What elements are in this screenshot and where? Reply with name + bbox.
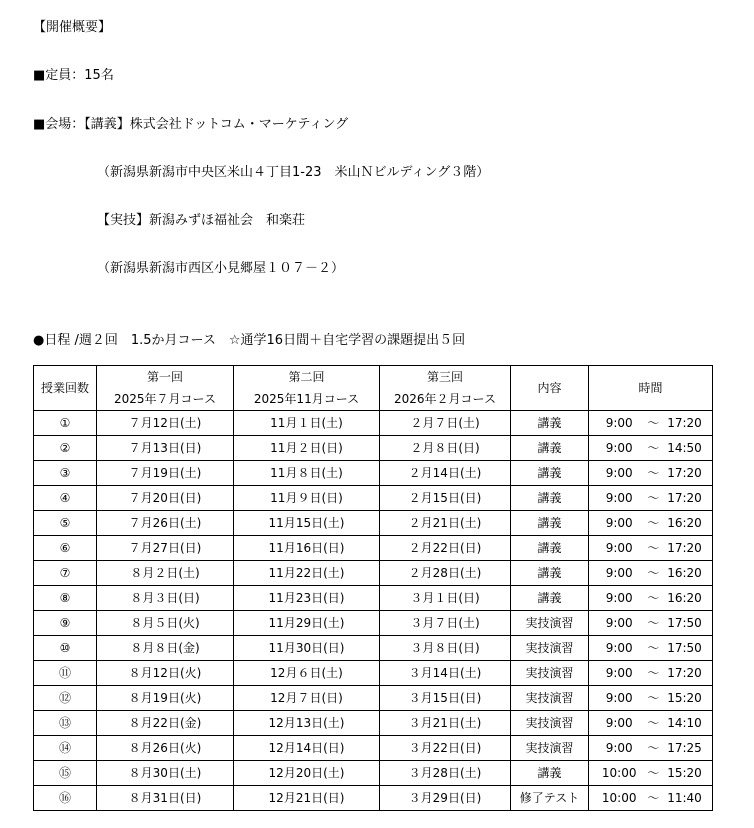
table-row [34,461,713,486]
cell-course-2-date: 11月１日(土) [234,411,380,436]
schedule-table [33,365,713,811]
time-start: 9:00 [605,566,633,580]
cell-session-number: ⑤ [34,511,97,536]
cell-session-number: ⑥ [34,536,97,561]
header-course-3-top: 第三回 [426,370,463,384]
time-end: 17:20 [667,416,702,430]
header-course-2-bottom: 2025年11月コース [253,392,360,406]
table-row [34,761,713,786]
time-separator: ～ [647,791,660,805]
cell-course-2-date: 11月30日(日) [234,636,380,661]
time-separator: ～ [647,716,660,730]
table-row [34,711,713,736]
cell-time [589,461,713,486]
time-start: 10:00 [601,766,637,780]
table-row [34,611,713,636]
capacity-line: ■定員：15名 [33,68,114,83]
cell-course-2-date: 11月15日(土) [234,511,380,536]
cell-session-number: ⑪ [34,661,97,686]
cell-content: 実技演習 [511,636,589,661]
time-start: 9:00 [605,741,633,755]
table-row [34,436,713,461]
cell-course-2-date: 12月13日(土) [234,711,380,736]
cell-course-3-date: ３月15日(日) [380,686,511,711]
cell-course-1-date: ８月３日(日) [97,586,234,611]
time-end: 11:40 [667,791,702,805]
time-separator: ～ [647,416,660,430]
cell-course-3-date: ２月15日(日) [380,486,511,511]
cell-course-3-date: ３月28日(土) [380,761,511,786]
cell-course-1-date: ８月22日(金) [97,711,234,736]
cell-time [589,736,713,761]
table-header-row [34,366,713,411]
cell-course-3-date: ２月22日(日) [380,536,511,561]
table-row [34,486,713,511]
header-course-2-top: 第二回 [288,370,325,384]
cell-course-2-date: 11月９日(日) [234,486,380,511]
cell-course-3-date: ３月７日(土) [380,611,511,636]
header-course-1 [97,366,234,411]
cell-session-number: ④ [34,486,97,511]
cell-time [589,636,713,661]
cell-course-3-date: ３月14日(土) [380,661,511,686]
cell-content: 講義 [511,536,589,561]
cell-content: 講義 [511,411,589,436]
cell-time [589,561,713,586]
cell-course-3-date: ３月22日(日) [380,736,511,761]
time-separator: ～ [647,566,660,580]
time-separator: ～ [647,641,660,655]
cell-course-1-date: ８月31日(日) [97,786,234,811]
cell-course-2-date: 11月16日(日) [234,536,380,561]
time-end: 17:20 [667,541,702,555]
cell-course-1-date: ７月27日(日) [97,536,234,561]
cell-content: 講義 [511,511,589,536]
header-content: 内容 [511,366,589,411]
time-start: 9:00 [605,516,633,530]
cell-time [589,511,713,536]
cell-course-1-date: ７月19日(土) [97,461,234,486]
time-start: 9:00 [605,441,633,455]
cell-course-2-date: 11月22日(土) [234,561,380,586]
table-row [34,411,713,436]
schedule-heading: ●日程 /週２回 1.5か月コース ☆通学16日間＋自宅学習の課題提出５回 [33,333,466,348]
cell-session-number: ② [34,436,97,461]
time-separator: ～ [647,491,660,505]
cell-content: 実技演習 [511,736,589,761]
cell-course-1-date: ８月19日(火) [97,686,234,711]
cell-session-number: ③ [34,461,97,486]
cell-course-1-date: ８月12日(火) [97,661,234,686]
table-row [34,586,713,611]
cell-content: 実技演習 [511,711,589,736]
cell-time [589,411,713,436]
header-time: 時間 [589,366,713,411]
cell-time [589,786,713,811]
cell-course-1-date: ７月12日(土) [97,411,234,436]
cell-session-number: ⑯ [34,786,97,811]
cell-time [589,586,713,611]
cell-course-3-date: ２月28日(土) [380,561,511,586]
cell-session-number: ⑮ [34,761,97,786]
header-session: 授業回数 [34,366,97,411]
cell-content: 講義 [511,486,589,511]
time-separator: ～ [647,766,660,780]
time-end: 17:20 [667,666,702,680]
cell-session-number: ⑧ [34,586,97,611]
cell-time [589,761,713,786]
table-row [34,661,713,686]
cell-course-1-date: ８月30日(土) [97,761,234,786]
cell-course-1-date: ８月２日(土) [97,561,234,586]
time-start: 9:00 [605,641,633,655]
cell-time [589,686,713,711]
cell-content: 実技演習 [511,686,589,711]
cell-course-2-date: 11月29日(土) [234,611,380,636]
time-end: 16:20 [667,566,702,580]
venue-address-lecture: （新潟県新潟市中央区米山４丁目1-23 米山Ｎビルディング３階） [97,165,490,180]
cell-course-3-date: ３月29日(日) [380,786,511,811]
cell-course-2-date: 12月20日(土) [234,761,380,786]
time-start: 9:00 [605,466,633,480]
time-start: 9:00 [605,541,633,555]
time-end: 17:25 [667,741,702,755]
cell-content: 講義 [511,461,589,486]
time-separator: ～ [647,516,660,530]
cell-session-number: ① [34,411,97,436]
table-row [34,636,713,661]
venue-line-lecture: ■会場：【講義】株式会社ドットコム・マーケティング [33,117,349,132]
table-row [34,786,713,811]
cell-time [589,436,713,461]
time-start: 9:00 [605,491,633,505]
time-start: 9:00 [605,716,633,730]
time-end: 14:10 [667,716,702,730]
overview-heading: 【開催概要】 [33,20,112,35]
cell-course-3-date: ３月21日(土) [380,711,511,736]
cell-course-2-date: 11月８日(土) [234,461,380,486]
cell-content: 実技演習 [511,661,589,686]
cell-course-1-date: ８月８日(金) [97,636,234,661]
cell-time [589,711,713,736]
cell-session-number: ⑫ [34,686,97,711]
cell-course-3-date: ２月７日(土) [380,411,511,436]
cell-time [589,536,713,561]
time-separator: ～ [647,466,660,480]
table-row [34,511,713,536]
time-start: 10:00 [601,791,637,805]
cell-time [589,486,713,511]
cell-course-1-date: ８月26日(火) [97,736,234,761]
cell-session-number: ⑬ [34,711,97,736]
header-course-1-top: 第一回 [146,370,183,384]
time-start: 9:00 [605,416,633,430]
cell-content: 講義 [511,436,589,461]
cell-course-3-date: ３月８日(日) [380,636,511,661]
table-row [34,536,713,561]
header-course-1-bottom: 2025年７月コース [114,392,216,406]
cell-course-2-date: 12月14日(日) [234,736,380,761]
cell-content: 修了テスト [511,786,589,811]
time-end: 14:50 [667,441,702,455]
header-course-3-bottom: 2026年２月コース [394,392,496,406]
time-separator: ～ [647,666,660,680]
time-separator: ～ [647,691,660,705]
time-start: 9:00 [605,691,633,705]
time-start: 9:00 [605,591,633,605]
cell-content: 講義 [511,586,589,611]
time-end: 17:50 [667,616,702,630]
cell-session-number: ⑦ [34,561,97,586]
cell-content: 講義 [511,561,589,586]
table-row [34,736,713,761]
cell-course-2-date: 11月23日(日) [234,586,380,611]
cell-course-2-date: 12月７日(日) [234,686,380,711]
cell-content: 講義 [511,761,589,786]
header-course-2 [234,366,380,411]
cell-course-1-date: ７月13日(日) [97,436,234,461]
cell-course-2-date: 12月６日(土) [234,661,380,686]
cell-course-2-date: 12月21日(日) [234,786,380,811]
cell-course-1-date: ７月26日(土) [97,511,234,536]
time-end: 16:20 [667,516,702,530]
cell-course-2-date: 11月２日(日) [234,436,380,461]
time-end: 15:20 [667,766,702,780]
time-separator: ～ [647,591,660,605]
cell-course-3-date: ２月14日(土) [380,461,511,486]
table-row [34,686,713,711]
table-row [34,561,713,586]
time-separator: ～ [647,441,660,455]
time-end: 15:20 [667,691,702,705]
cell-session-number: ⑩ [34,636,97,661]
cell-course-3-date: ２月21日(土) [380,511,511,536]
time-separator: ～ [647,616,660,630]
cell-course-3-date: ２月８日(日) [380,436,511,461]
time-end: 16:20 [667,591,702,605]
cell-course-3-date: ３月１日(日) [380,586,511,611]
cell-course-1-date: ８月５日(火) [97,611,234,636]
time-start: 9:00 [605,666,633,680]
cell-session-number: ⑨ [34,611,97,636]
cell-course-1-date: ７月20日(日) [97,486,234,511]
cell-content: 実技演習 [511,611,589,636]
time-start: 9:00 [605,616,633,630]
time-end: 17:50 [667,641,702,655]
cell-session-number: ⑭ [34,736,97,761]
venue-line-practical: 【実技】新潟みずほ福祉会 和楽荘 [97,213,306,228]
cell-time [589,611,713,636]
cell-time [589,661,713,686]
venue-address-practical: （新潟県新潟市西区小見郷屋１０７－２） [97,261,345,276]
time-separator: ～ [647,541,660,555]
time-separator: ～ [647,741,660,755]
header-course-3 [380,366,511,411]
time-end: 17:20 [667,466,702,480]
time-end: 17:20 [667,491,702,505]
